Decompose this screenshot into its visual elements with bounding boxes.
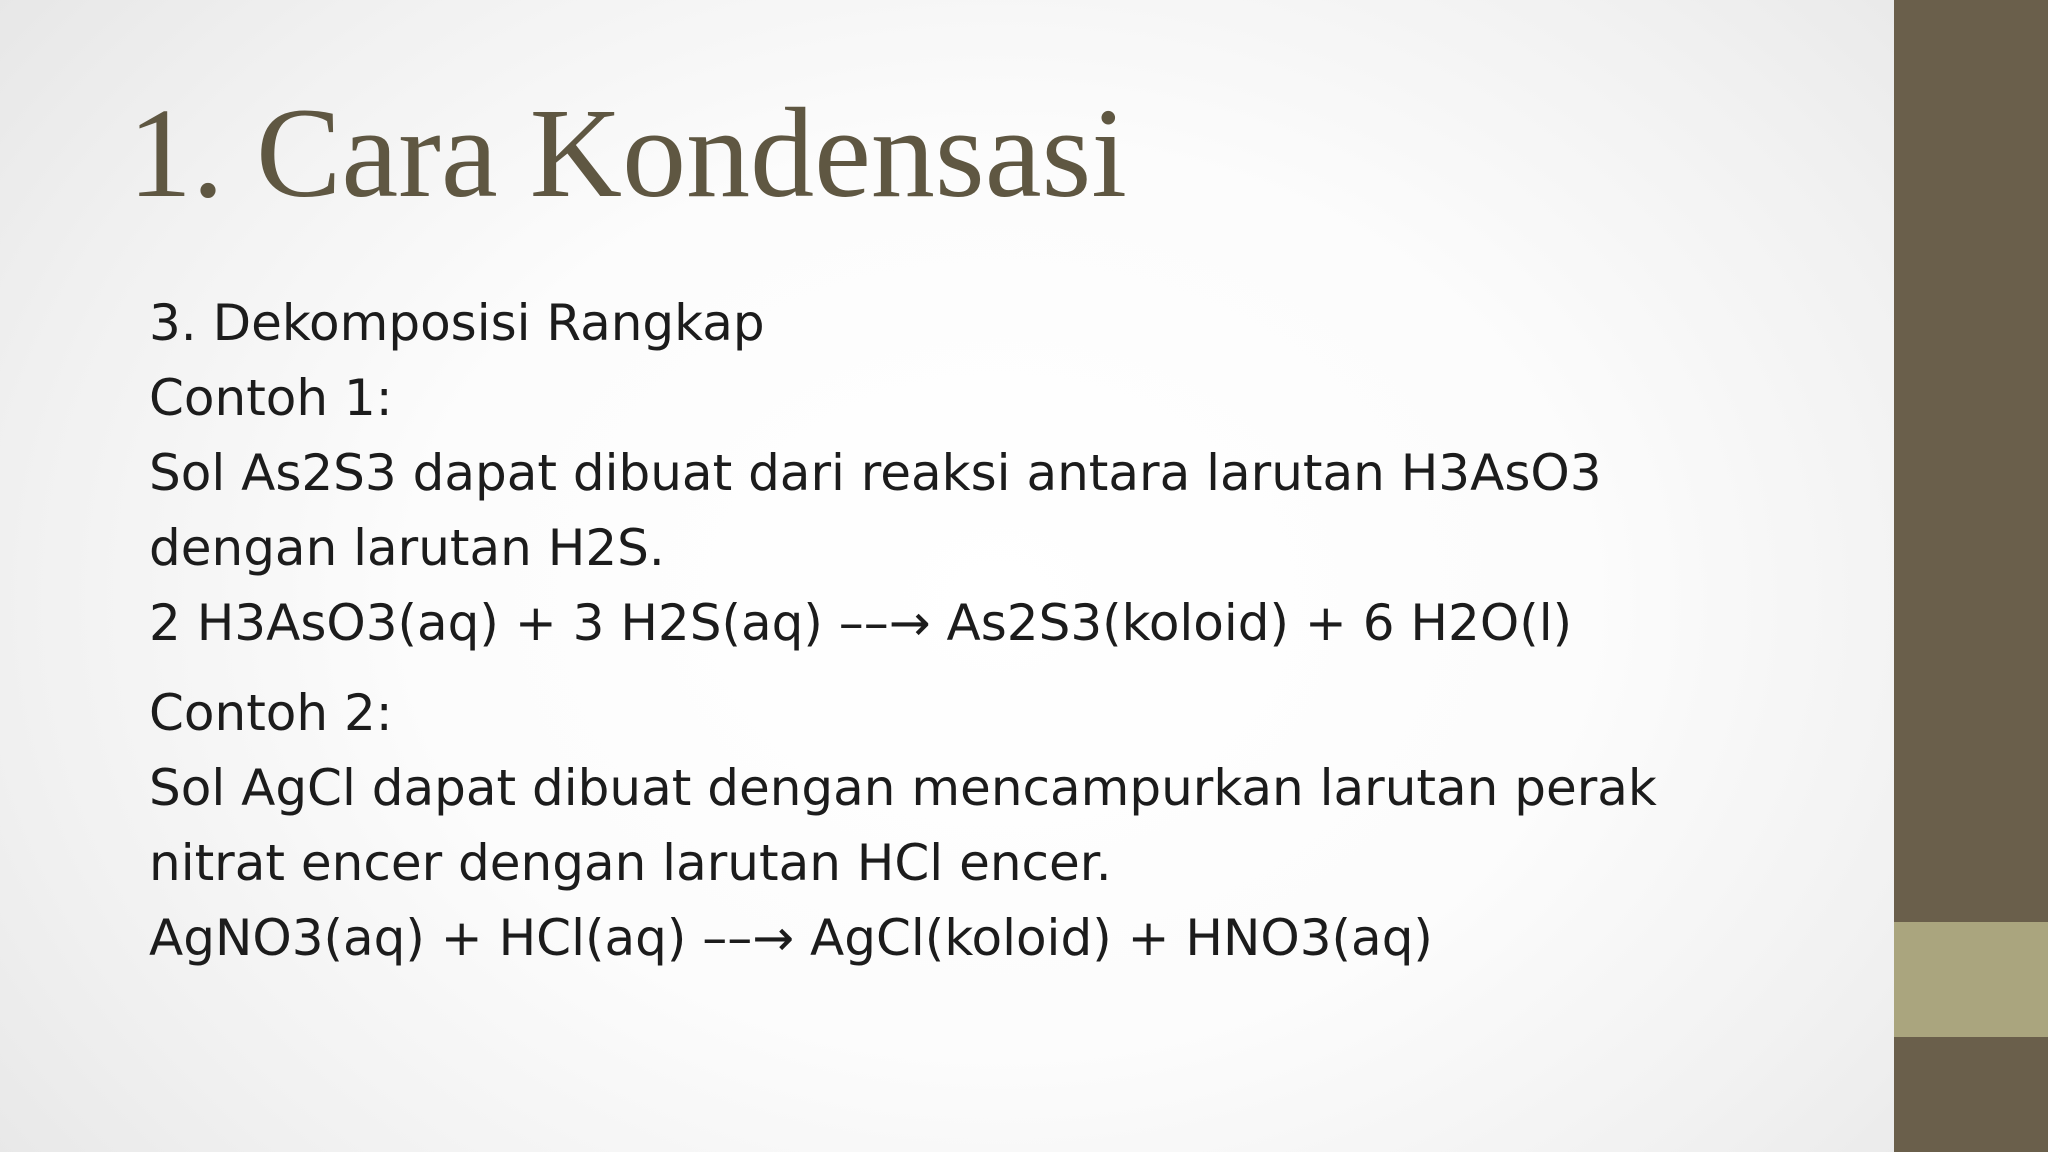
section-heading: 3. Dekomposisi Rangkap xyxy=(149,294,765,352)
example-2-description-line-1: Sol AgCl dapat dibuat dengan mencampurkan larutan perak xyxy=(149,759,1657,817)
example-1-description-line-2: dengan larutan H2S. xyxy=(149,519,665,577)
example-1-equation: 2 H3AsO3(aq) + 3 H2S(aq) ––→ As2S3(koloid) + 6 H2O(l) xyxy=(149,594,1573,652)
slide-title: 1. Cara Kondensasi xyxy=(128,82,1127,224)
example-2-description-line-2: nitrat encer dengan larutan HCl encer. xyxy=(149,834,1112,892)
example-1-label: Contoh 1: xyxy=(149,369,393,427)
example-1-description-line-1: Sol As2S3 dapat dibuat dari reaksi antara larutan H3AsO3 xyxy=(149,444,1602,502)
slide-body xyxy=(149,286,1869,976)
side-accent-decoration xyxy=(1894,922,2048,1037)
example-2-label: Contoh 2: xyxy=(149,684,393,742)
example-2-equation: AgNO3(aq) + HCl(aq) ––→ AgCl(koloid) + HNO3(aq) xyxy=(149,909,1433,967)
